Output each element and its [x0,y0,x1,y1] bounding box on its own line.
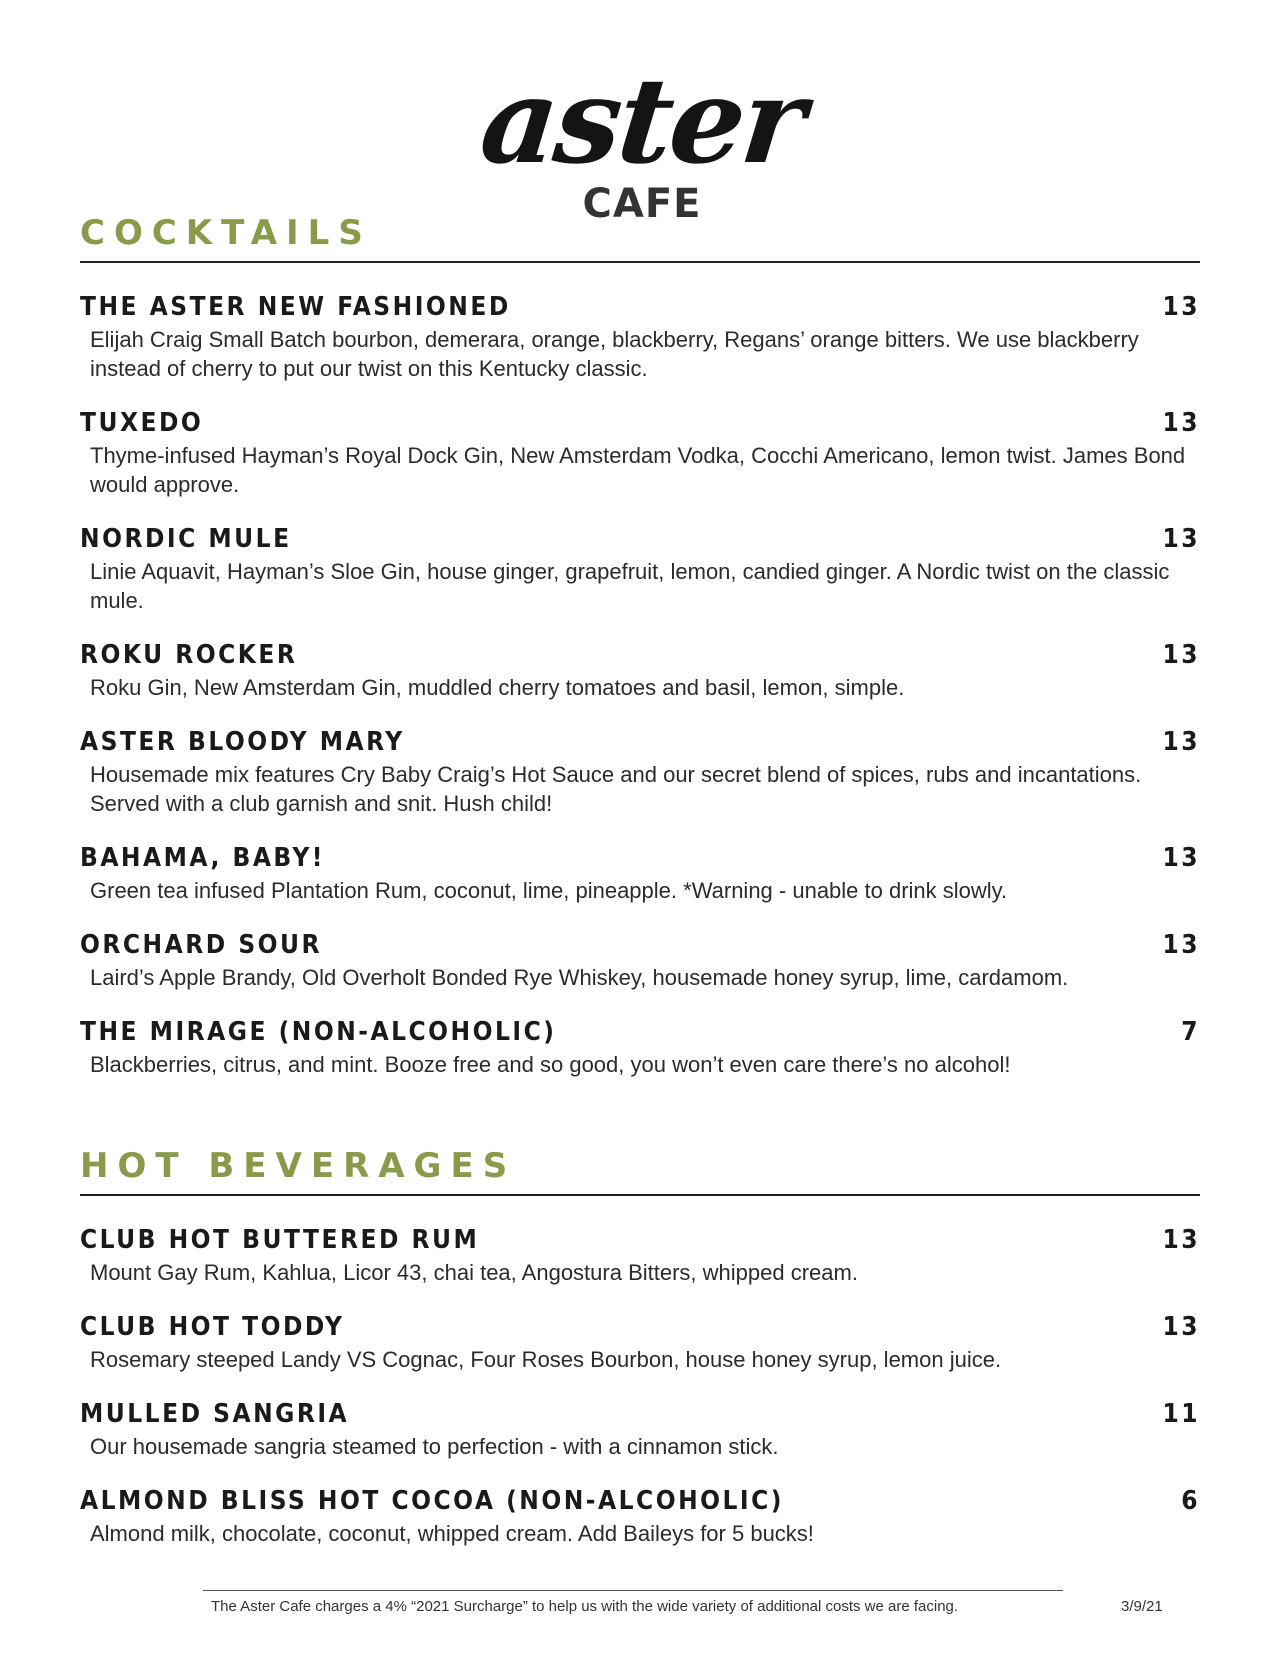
item-price: 13 [1162,727,1200,757]
menu-item [80,842,1200,905]
item-price: 13 [1162,292,1200,322]
item-name: TUXEDO [80,408,204,438]
item-price: 13 [1162,1225,1200,1255]
logo [0,51,1284,227]
item-description: Rosemary steeped Landy VS Cognac, Four Roses Bourbon, house honey syrup, lemon juice. [90,1347,1002,1372]
item-name: ASTER BLOODY MARY [80,727,405,757]
item-description: Almond milk, chocolate, coconut, whipped cream. Add Baileys for 5 bucks! [90,1521,814,1546]
footer-note: The Aster Cafe charges a 4% “2021 Surcharge” to help us with the wide variety of additional costs we are facing. [211,1598,959,1615]
menu-item [80,929,1200,992]
menu-item [80,1224,1200,1287]
menu-item [80,726,1200,818]
item-name: CLUB HOT BUTTERED RUM [80,1225,480,1255]
footer-date: 3/9/21 [1121,1598,1163,1615]
item-description: Roku Gin, New Amsterdam Gin, muddled cherry tomatoes and basil, lemon, simple. [90,675,905,700]
item-description: Housemade mix features Cry Baby Craig’s Hot Sauce and our secret blend of spices, rubs and incantations. Served with a club garnish and snit. Hush child! [90,762,1142,816]
menu-item [80,407,1200,499]
item-price: 13 [1162,640,1200,670]
item-price: 13 [1162,524,1200,554]
menu-item [80,1016,1200,1079]
item-description: Our housemade sangria steamed to perfection - with a cinnamon stick. [90,1434,779,1459]
item-description: Laird’s Apple Brandy, Old Overholt Bonded Rye Whiskey, housemade honey syrup, lime, cardamom. [90,965,1069,990]
footer-rule [203,1590,1063,1591]
item-name: ROKU ROCKER [80,640,298,670]
section-cocktails [80,213,1200,1103]
item-description: Blackberries, citrus, and mint. Booze free and so good, you won’t even care there’s no alcohol! [90,1052,1011,1077]
section-title: HOT BEVERAGES [80,1146,517,1186]
item-price: 11 [1162,1399,1200,1429]
item-name: NORDIC MULE [80,524,292,554]
menu-item [80,523,1200,615]
section-title: COCKTAILS [80,213,372,253]
menu-item [80,291,1200,383]
item-name: CLUB HOT TODDY [80,1312,345,1342]
item-name: THE MIRAGE (NON-ALCOHOLIC) [80,1017,557,1047]
item-price: 13 [1162,843,1200,873]
section-divider [80,1194,1200,1196]
item-list [80,1224,1200,1548]
section-hot-beverages [80,1146,1200,1572]
item-price: 13 [1162,408,1200,438]
item-price: 7 [1181,1017,1200,1047]
item-price: 13 [1162,930,1200,960]
item-description: Elijah Craig Small Batch bourbon, demerara, orange, blackberry, Regans’ orange bitters. We use blackberry instead of cherry to put our twist on this Kentucky classic. [90,327,1139,381]
item-description: Linie Aquavit, Hayman’s Sloe Gin, house ginger, grapefruit, lemon, candied ginger. A Nordic twist on the classic mule. [90,559,1170,613]
item-description: Green tea infused Plantation Rum, coconut, lime, pineapple. *Warning - unable to drink slowly. [90,878,1008,903]
item-price: 13 [1162,1312,1200,1342]
menu-item [80,1485,1200,1548]
item-name: ORCHARD SOUR [80,930,323,960]
item-description: Thyme-infused Hayman’s Royal Dock Gin, New Amsterdam Vodka, Cocchi Americano, lemon twist. James Bond would approve. [90,443,1186,497]
menu-item [80,639,1200,702]
item-name: MULLED SANGRIA [80,1399,350,1429]
item-name: BAHAMA, BABY! [80,843,325,873]
logo-subtitle: CAFE [582,181,702,227]
logo-script: aster [474,51,810,190]
item-name: ALMOND BLISS HOT COCOA (NON-ALCOHOLIC) [80,1486,784,1516]
item-list [80,291,1200,1079]
item-name: THE ASTER NEW FASHIONED [80,292,511,322]
item-price: 6 [1181,1486,1200,1516]
menu-item [80,1311,1200,1374]
section-divider [80,261,1200,263]
menu-item [80,1398,1200,1461]
item-description: Mount Gay Rum, Kahlua, Licor 43, chai tea, Angostura Bitters, whipped cream. [90,1260,858,1285]
